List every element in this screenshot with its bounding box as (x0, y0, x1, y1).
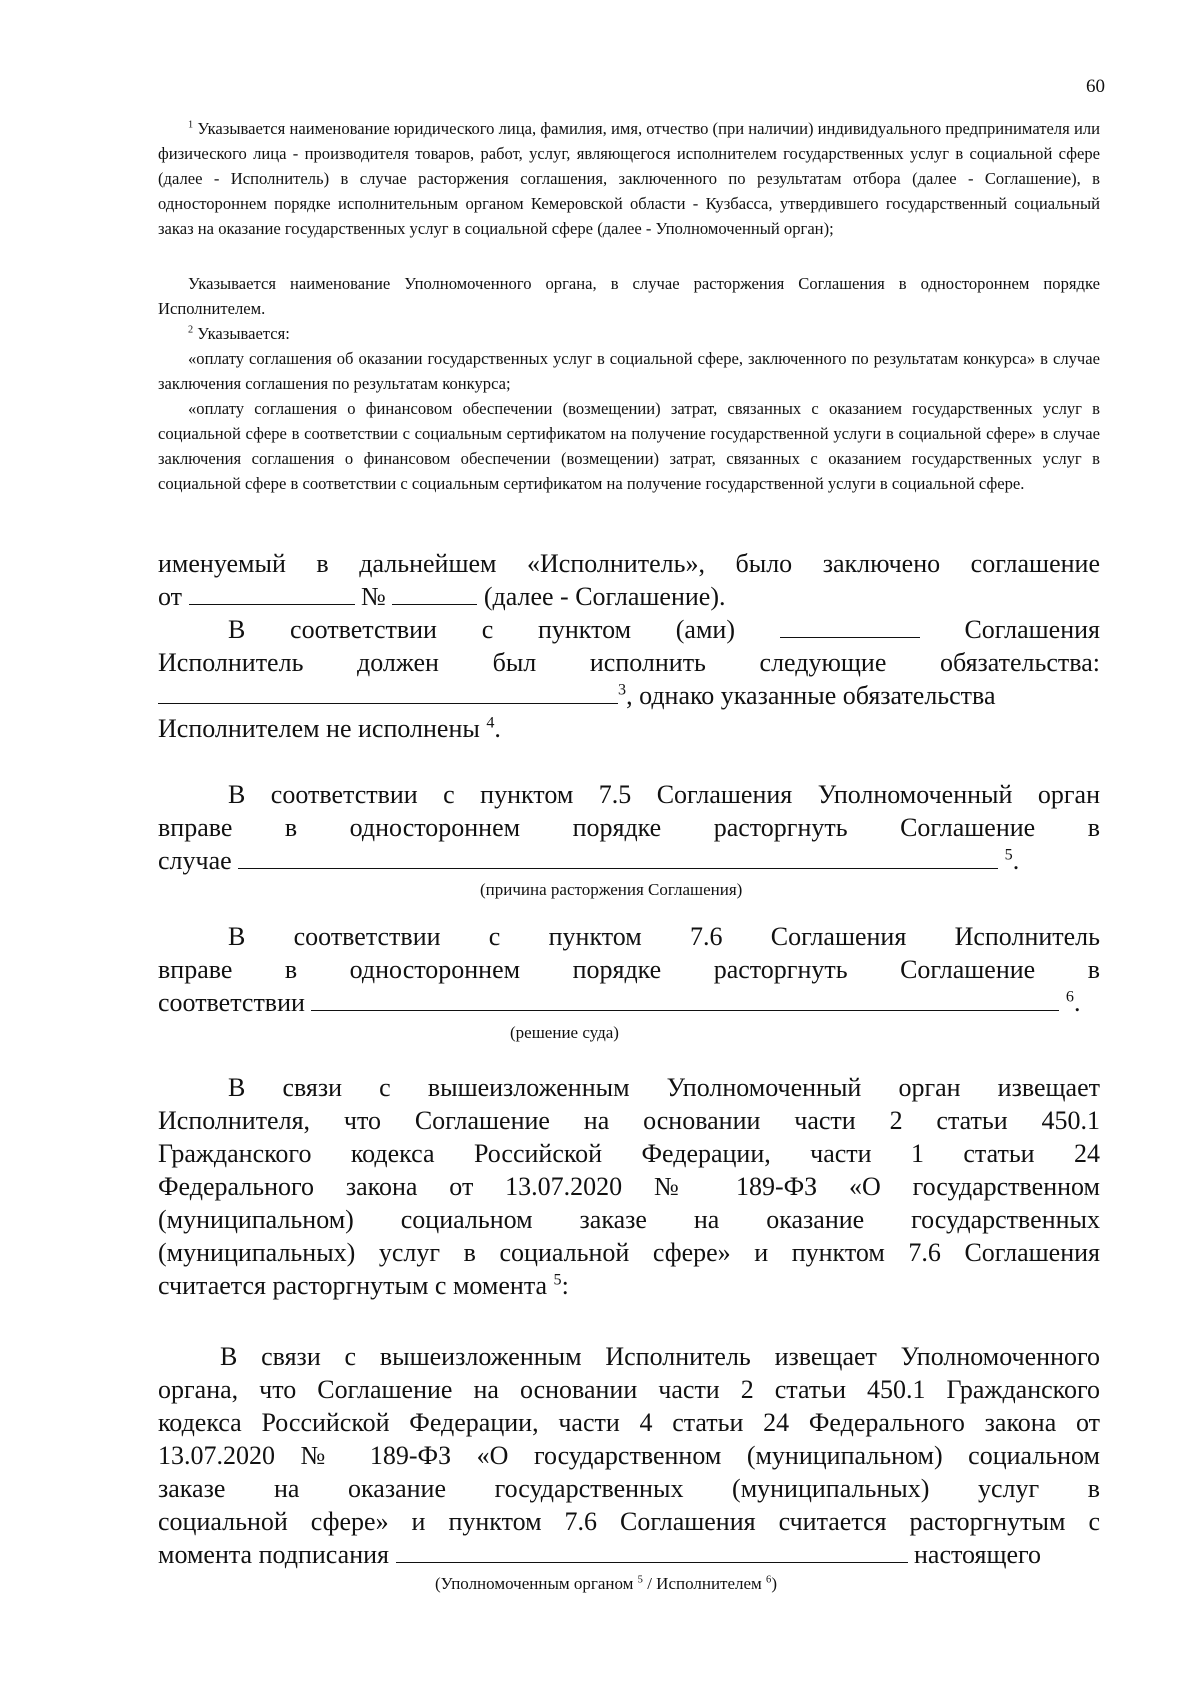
text-line: случае $^5$. (158, 846, 1020, 875)
text-line: В связи с вышеизложенным Исполнитель извещает Уполномоченного (220, 1342, 1100, 1371)
clause-blank (780, 615, 920, 638)
text-line: Исполнителя, что Соглашение на основании части 2 статьи 450.1 (158, 1106, 1100, 1135)
text-line: органа, что Соглашение на основании части 2 статьи 450.1 Гражданского (158, 1375, 1100, 1404)
court-decision-blank (311, 988, 1059, 1011)
text-line: соответствии $^6$. (158, 988, 1081, 1017)
text-line: заказе на оказание государственных (муниципальных) услуг в (158, 1474, 1100, 1503)
footnote-2-item-2 (158, 396, 1100, 496)
paragraph-executor-notice (158, 1340, 1100, 1571)
text-line: считается расторгнутым с момента $^5$: (158, 1271, 569, 1300)
footnote-mark: 2 (188, 324, 194, 336)
signer-blank (396, 1540, 908, 1563)
paragraph-executor-termination (158, 920, 1100, 1019)
number-blank (392, 582, 477, 605)
text-line: Федерального закона от 13.07.2020 № 189-ФЗ «О государственном (158, 1172, 1100, 1201)
footnote-1-text: Указывается наименование юридического лица, фамилия, имя, отчество (при наличии) индивидуального предпринимателя или физического лица - производителя товаров, работ, услуг, являющегося исполнителем государственных услуг в социальной сфере (далее - Исполнитель) в случае расторжения соглашения, заключенного по результатам отбора (далее - Соглашение), в одностороннем порядке исполнительным органом Кемеровской области - Кузбасса, утвердившего государственный социальный заказ на оказание государственных услуг в социальной сфере (далее - Уполномоченный орган); (158, 119, 1100, 238)
footnote-2-lead-text: Указывается: (197, 324, 290, 343)
obligations-blank (158, 681, 618, 704)
footnote-mark: 1 (188, 119, 194, 131)
text-line: Гражданского кодекса Российской Федерации, части 1 статьи 24 (158, 1139, 1100, 1168)
footnote-2-item-1-text: «оплату соглашения об оказании государственных услуг в социальной сфере, заключенного по результатам конкурса» в случае заключения соглашения по результатам конкурса; (158, 349, 1100, 393)
text-line: вправе в одностороннем порядке расторгнуть Соглашение в (158, 955, 1100, 984)
footnote-2-lead (158, 321, 1100, 346)
reason-blank (238, 846, 998, 869)
paragraph-customer-notice (158, 1071, 1100, 1302)
text-line: 13.07.2020 № 189-ФЗ «О государственном (муниципальном) социальном (158, 1441, 1100, 1470)
footnote-2-item-2-text: «оплату соглашения о финансовом обеспечении (возмещении) затрат, связанных с оказанием государственных услуг в социальной сфере в соответствии с социальным сертификатом на получение государственной услуги в социальной сфере» в случае заключения соглашения о финансовом обеспечении (возмещении) затрат, связанных с оказанием государственных услуг в социальной сфере в соответствии с социальным сертификатом на получение государственной услуги в социальной сфере. (158, 399, 1100, 493)
paragraph-contract (158, 547, 1100, 745)
text-line: В связи с вышеизложенным Уполномоченный орган извещает (228, 1073, 1100, 1102)
text-line: вправе в одностороннем порядке расторгнуть Соглашение в (158, 813, 1100, 842)
text-line: Исполнитель должен был исполнить следующие обязательства: (158, 648, 1100, 677)
footnote-1-continued (158, 271, 1100, 321)
text-line: (муниципальном) социальном заказе на оказание государственных (158, 1205, 1100, 1234)
text-line: (муниципальных) услуг в социальной сфере» и пунктом 7.6 Соглашения (158, 1238, 1100, 1267)
text-line: Исполнителем не исполнены $^4$. (158, 714, 501, 743)
paragraph-customer-termination (158, 778, 1100, 877)
text-line: момента подписания настоящего (158, 1540, 1042, 1569)
text-line: социальной сфере» и пунктом 7.6 Соглашения считается расторгнутым с (158, 1507, 1100, 1536)
text-line: кодекса Российской Федерации, части 4 статьи 24 Федерального закона от (158, 1408, 1100, 1437)
footnote-2-item-1 (158, 346, 1100, 396)
text-line: В соответствии с пунктом 7.6 Соглашения Исполнитель (228, 922, 1100, 951)
signer-caption: (Уполномоченным органом $^5$ / Исполнителем $^6$) (435, 1574, 777, 1593)
date-blank (189, 582, 355, 605)
footnote-1-text-2: Указывается наименование Уполномоченного органа, в случае расторжения Соглашения в одностороннем порядке Исполнителем. (158, 274, 1100, 318)
text-line: от № (далее - Соглашение). (158, 582, 726, 611)
text-line: В соответствии с пунктом (ами) Соглашения (228, 615, 1100, 644)
page-number: 60 (1086, 76, 1105, 97)
reason-caption: (причина расторжения Соглашения) (480, 880, 743, 899)
court-caption: (решение суда) (510, 1023, 619, 1042)
text-line: именуемый в дальнейшем «Исполнитель», было заключено соглашение (158, 549, 1100, 578)
footnote-1 (158, 116, 1100, 241)
text-line: В соответствии с пунктом 7.5 Соглашения Уполномоченный орган (228, 780, 1100, 809)
text-line: $^3$, однако указанные обязательства (158, 679, 1100, 712)
